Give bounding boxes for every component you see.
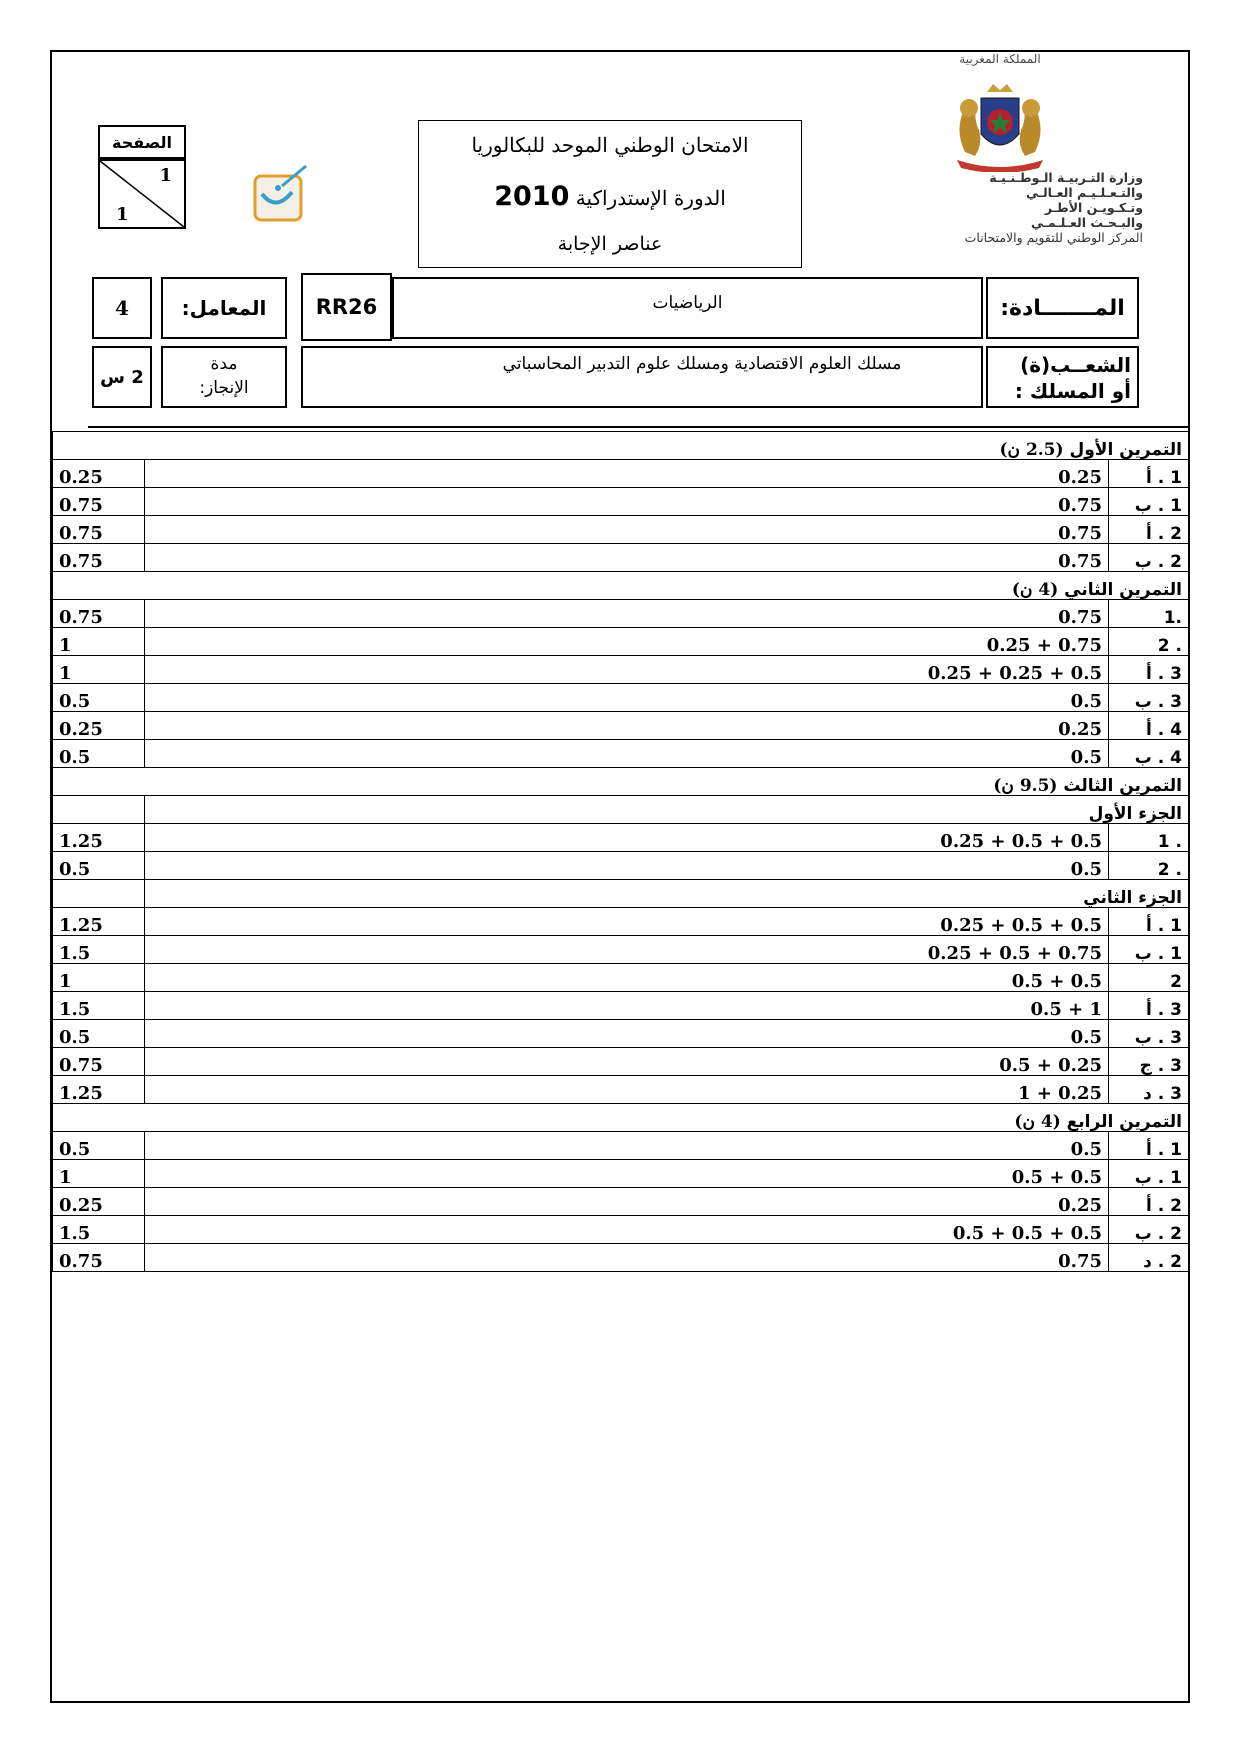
duration-label-box <box>161 346 287 408</box>
subject-code: RR26 <box>315 295 378 319</box>
exercise-header <box>53 432 1189 460</box>
table-row <box>53 488 1189 516</box>
page-label-box <box>98 125 186 159</box>
row-detail: 0.25 <box>145 460 1109 488</box>
row-detail: 0.25 + 0.25 + 0.5 <box>145 656 1109 684</box>
table-row <box>53 544 1189 572</box>
row-total: 0.25 <box>53 460 145 488</box>
row-label: 3 . أ <box>1109 992 1189 1020</box>
session-year: 2010 <box>494 181 570 212</box>
row-total: 1.5 <box>53 992 145 1020</box>
exercise-header <box>53 768 1189 796</box>
duration-value-box <box>92 346 152 408</box>
row-label: 3 . ج <box>1109 1048 1189 1076</box>
stream-value-box <box>301 346 983 408</box>
coefficient-label-box <box>161 277 287 339</box>
part-title: الجزء الثاني <box>145 880 1189 908</box>
table-row <box>53 600 1189 628</box>
row-detail: 0.5 + 1 <box>145 992 1109 1020</box>
row-label: . 1 <box>1109 824 1189 852</box>
row-total: 1.25 <box>53 1076 145 1104</box>
row-detail: 0.5 + 0.5 + 0.5 <box>145 1216 1109 1244</box>
row-label: . 2 <box>1109 628 1189 656</box>
row-total: 1 <box>53 656 145 684</box>
stream-label-1: الشعــب(ة) <box>1020 353 1131 377</box>
row-detail: 0.25 + 0.5 + 0.75 <box>145 936 1109 964</box>
table-row <box>53 1132 1189 1160</box>
exercise-title: التمرين الرابع <box>1066 1112 1183 1132</box>
subject-value: الرياضيات <box>652 293 723 313</box>
subject-code-box <box>301 273 392 341</box>
row-detail: 0.25 <box>145 712 1109 740</box>
subject-label-box <box>986 277 1139 339</box>
subject-label: المـــــــادة: <box>1000 295 1125 321</box>
ministry-line: وتـكـويـن الأطـر <box>1044 200 1143 215</box>
exercise-points: (9.5 ن) <box>993 776 1058 796</box>
page-label: الصفحة <box>111 132 172 152</box>
row-detail: 0.5 <box>145 684 1109 712</box>
table-row <box>53 908 1189 936</box>
exercise-points: (2.5 ن) <box>999 440 1064 460</box>
table-row <box>53 1160 1189 1188</box>
table-row <box>53 1076 1189 1104</box>
table-row <box>53 516 1189 544</box>
kingdom-label: المملكة المغربية <box>959 52 1041 66</box>
part-header <box>53 880 1189 908</box>
ministry-line: المركز الوطني للتقويم والامتحانات <box>964 230 1143 245</box>
row-detail: 0.75 <box>145 516 1109 544</box>
row-label: 1 . أ <box>1109 460 1189 488</box>
row-detail: 0.75 <box>145 600 1109 628</box>
stream-value: مسلك العلوم الاقتصادية ومسلك علوم التدبير المحاسباتي <box>502 354 902 374</box>
table-row <box>53 712 1189 740</box>
row-detail: 0.5 <box>145 1132 1109 1160</box>
row-label: 1 . ب <box>1109 936 1189 964</box>
table-row <box>53 460 1189 488</box>
row-label: 1 . ب <box>1109 1160 1189 1188</box>
row-detail: 0.5 + 0.25 <box>145 1048 1109 1076</box>
row-total: 1.25 <box>53 908 145 936</box>
ministry-block <box>880 170 1143 245</box>
row-label: 3 . ب <box>1109 1020 1189 1048</box>
row-total: 0.75 <box>53 516 145 544</box>
page-number-box <box>98 159 186 229</box>
row-total: 0.5 <box>53 740 145 768</box>
table-row <box>53 1188 1189 1216</box>
page-current: 1 <box>159 165 172 186</box>
ministry-line: وزارة التـربيـة الـوطـنـيـة <box>989 170 1143 185</box>
row-label: .1 <box>1109 600 1189 628</box>
row-total: 1.5 <box>53 936 145 964</box>
answer-key-table <box>52 431 1189 1272</box>
ministry-line: والتـعـلـيـم العـالـي <box>1026 185 1143 200</box>
coefficient-value-box <box>92 277 152 339</box>
exercise-title: التمرين الثالث <box>1063 776 1183 796</box>
row-total: 0.25 <box>53 1188 145 1216</box>
row-total: 0.75 <box>53 1244 145 1272</box>
row-detail: 1 + 0.25 <box>145 1076 1109 1104</box>
row-label: 1 . أ <box>1109 908 1189 936</box>
row-total: 0.75 <box>53 1048 145 1076</box>
exercise-title: التمرين الأول <box>1069 440 1183 460</box>
duration-label-2: الإنجاز: <box>199 378 249 398</box>
row-label: 3 . ب <box>1109 684 1189 712</box>
subject-value-box <box>392 277 983 339</box>
coefficient-value: 4 <box>115 296 129 320</box>
table-row <box>53 852 1189 880</box>
row-label: 3 . أ <box>1109 656 1189 684</box>
exercise-header <box>53 572 1189 600</box>
row-detail: 0.25 + 0.75 <box>145 628 1109 656</box>
exercise-header <box>53 1104 1189 1132</box>
row-label: . 2 <box>1109 852 1189 880</box>
exam-title-box <box>418 120 802 268</box>
table-row <box>53 1048 1189 1076</box>
stream-label-box <box>986 346 1139 408</box>
row-detail: 0.5 + 0.5 <box>145 964 1109 992</box>
ministry-line: والبـحـث العـلـمـي <box>1031 215 1143 230</box>
row-detail: 0.25 + 0.5 + 0.5 <box>145 824 1109 852</box>
row-label: 4 . أ <box>1109 712 1189 740</box>
exam-title: الامتحان الوطني الموحد للبكالوريا <box>471 133 749 157</box>
row-label: 2 . د <box>1109 1244 1189 1272</box>
royal-emblem-icon <box>935 82 1065 172</box>
row-detail: 0.75 <box>145 544 1109 572</box>
row-total: 0.25 <box>53 712 145 740</box>
row-total: 1.25 <box>53 824 145 852</box>
part-header <box>53 796 1189 824</box>
row-detail: 0.25 <box>145 1188 1109 1216</box>
table-row <box>53 656 1189 684</box>
row-detail: 0.75 <box>145 488 1109 516</box>
exam-center-logo-icon <box>252 164 314 226</box>
row-label: 2 . ب <box>1109 1216 1189 1244</box>
row-total: 0.5 <box>53 852 145 880</box>
duration-value: 2 س <box>100 366 144 388</box>
table-row <box>53 628 1189 656</box>
exercise-title: التمرين الثاني <box>1064 580 1183 600</box>
table-row <box>53 964 1189 992</box>
row-label: 2 . أ <box>1109 516 1189 544</box>
row-total: 0.75 <box>53 600 145 628</box>
row-total: 1 <box>53 964 145 992</box>
row-total: 0.75 <box>53 544 145 572</box>
row-detail: 0.5 + 0.5 <box>145 1160 1109 1188</box>
row-label: 3 . د <box>1109 1076 1189 1104</box>
row-detail: 0.75 <box>145 1244 1109 1272</box>
session-label: الدورة الإستدراكية <box>575 186 726 210</box>
row-total: 1 <box>53 628 145 656</box>
coefficient-label: المعامل: <box>181 296 267 320</box>
table-row <box>53 1216 1189 1244</box>
row-label: 2 . ب <box>1109 544 1189 572</box>
table-row <box>53 992 1189 1020</box>
row-label: 2 <box>1109 964 1189 992</box>
table-row <box>53 824 1189 852</box>
row-detail: 0.5 <box>145 852 1109 880</box>
table-row <box>53 1020 1189 1048</box>
answer-key-label: عناصر الإجابة <box>557 233 663 255</box>
row-total: 1 <box>53 1160 145 1188</box>
table-row <box>53 684 1189 712</box>
row-total: 0.75 <box>53 488 145 516</box>
row-total: 1.5 <box>53 1216 145 1244</box>
table-row <box>53 1244 1189 1272</box>
table-row <box>53 936 1189 964</box>
row-label: 1 . ب <box>1109 488 1189 516</box>
row-label: 4 . ب <box>1109 740 1189 768</box>
page-total: 1 <box>116 204 129 225</box>
table-top-rule <box>88 426 1188 428</box>
session-line <box>419 181 801 212</box>
exercise-points: (4 ن) <box>1011 580 1059 600</box>
row-detail: 0.25 + 0.5 + 0.5 <box>145 908 1109 936</box>
duration-label-1: مدة <box>210 354 238 374</box>
table-row <box>53 740 1189 768</box>
row-total: 0.5 <box>53 684 145 712</box>
row-label: 1 . أ <box>1109 1132 1189 1160</box>
row-detail: 0.5 <box>145 1020 1109 1048</box>
exercise-points: (4 ن) <box>1014 1112 1061 1132</box>
part-title: الجزء الأول <box>145 796 1189 824</box>
row-total: 0.5 <box>53 1132 145 1160</box>
row-total: 0.5 <box>53 1020 145 1048</box>
row-label: 2 . أ <box>1109 1188 1189 1216</box>
row-detail: 0.5 <box>145 740 1109 768</box>
stream-label-2: أو المسلك : <box>1014 379 1131 403</box>
